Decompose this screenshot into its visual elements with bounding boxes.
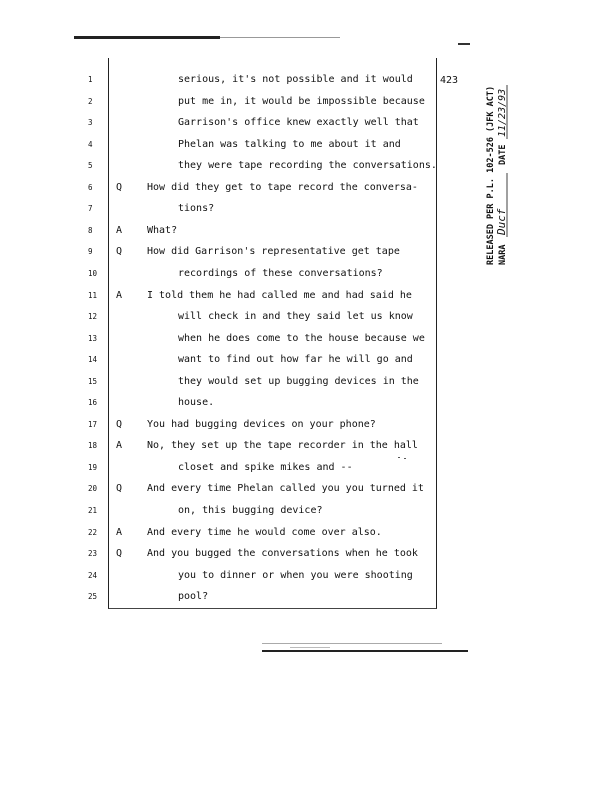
release-stamp <box>481 60 521 270</box>
transcript-line <box>0 479 460 499</box>
stamp-signature: Ducf <box>495 208 508 235</box>
transcript-line <box>0 544 460 564</box>
speaker-marker: Q <box>116 548 123 560</box>
line-number: 3 <box>88 118 93 128</box>
transcript-line <box>0 458 460 478</box>
line-number: 16 <box>88 398 98 408</box>
line-text: they were tape recording the conversations. <box>178 160 437 172</box>
line-text: And every time he would come over also. <box>147 526 382 538</box>
top-rule-faint <box>220 37 340 38</box>
transcript-line <box>0 264 460 284</box>
transcript-line <box>0 199 460 219</box>
transcript-line <box>0 566 460 586</box>
line-number: 25 <box>88 592 98 602</box>
transcript-line <box>0 178 460 198</box>
line-text: And you bugged the conversations when he took <box>147 548 418 560</box>
transcript-line <box>0 156 460 176</box>
margin-dash <box>458 43 470 45</box>
line-number: 20 <box>88 484 98 494</box>
line-number: 15 <box>88 376 98 386</box>
transcript-line <box>0 587 460 607</box>
top-rule <box>74 36 220 39</box>
line-number: 23 <box>88 549 98 559</box>
line-text: recordings of these conversations? <box>178 267 383 279</box>
line-text: will check in and they said let us know <box>178 311 413 323</box>
line-text: tions? <box>178 203 215 215</box>
line-text: serious, it's not possible and it would <box>178 74 413 85</box>
line-number: 13 <box>88 333 98 343</box>
scan-speck <box>290 647 330 648</box>
line-text: What? <box>147 224 178 236</box>
speaker-marker: Q <box>116 181 123 193</box>
line-text: How did Garrison's representative get tape <box>147 246 400 258</box>
transcript-line <box>0 221 460 241</box>
line-number: 17 <box>88 419 98 429</box>
line-text: you to dinner or when you were shooting <box>178 569 413 581</box>
line-text: house. <box>178 397 215 409</box>
transcript-line <box>0 329 460 349</box>
scan-speck <box>398 457 400 458</box>
scan-speck <box>404 458 406 459</box>
speaker-marker: A <box>116 440 123 452</box>
transcript-line <box>0 372 460 392</box>
line-text: put me in, it would be impossible because <box>178 95 425 107</box>
bottom-rule-faint <box>262 643 442 644</box>
speaker-marker: A <box>116 224 123 236</box>
line-number: 18 <box>88 441 98 451</box>
transcript-line <box>0 393 460 413</box>
speaker-marker: Q <box>116 483 123 495</box>
transcript-line <box>0 70 460 90</box>
transcript-line <box>0 501 460 521</box>
line-text: they would set up bugging devices in the <box>178 375 419 387</box>
line-number: 21 <box>88 506 98 515</box>
stamp-date-value: 11/23/93 <box>497 88 508 137</box>
line-number: 22 <box>88 527 98 537</box>
line-text: No, they set up the tape recorder in the hall <box>147 440 418 452</box>
line-text: pool? <box>178 591 209 603</box>
line-text: I told them he had called me and had said he <box>147 289 412 301</box>
page-number: 423 <box>440 75 459 86</box>
line-number: 2 <box>88 96 93 106</box>
line-number: 11 <box>88 290 98 300</box>
release-stamp-graphic <box>481 60 521 270</box>
transcript-line <box>0 436 460 456</box>
line-number: 1 <box>88 75 93 84</box>
transcript-line <box>0 523 460 543</box>
transcript-line <box>0 415 460 435</box>
line-text: on, this bugging device? <box>178 505 323 516</box>
line-number: 9 <box>88 247 93 257</box>
line-text: You had bugging devices on your phone? <box>147 418 376 430</box>
transcript-line <box>0 113 460 133</box>
transcript-line <box>0 135 460 155</box>
line-text: Garrison's office knew exactly well that <box>178 117 419 129</box>
transcript-line <box>0 286 460 306</box>
transcript-line <box>0 242 460 262</box>
line-number: 4 <box>88 139 93 149</box>
speaker-marker: A <box>116 526 123 538</box>
line-number: 5 <box>88 161 93 171</box>
line-number: 6 <box>88 182 93 192</box>
speaker-marker: Q <box>116 246 123 258</box>
line-text: How did they get to tape record the conversa- <box>147 181 418 193</box>
speaker-marker: A <box>116 289 123 301</box>
line-text: when he does come to the house because we <box>178 332 425 344</box>
line-text: want to find out how far he will go and <box>178 354 413 366</box>
line-number: 24 <box>88 570 98 580</box>
line-number: 12 <box>88 312 98 322</box>
transcript-line <box>0 92 460 112</box>
line-number: 8 <box>88 225 93 235</box>
line-number: 19 <box>88 462 98 472</box>
bottom-rule <box>262 650 468 652</box>
line-text: And every time Phelan called you you turned it <box>147 483 424 495</box>
line-number: 10 <box>88 268 98 278</box>
line-text: closet and spike mikes and -- <box>178 461 353 473</box>
line-number: 7 <box>88 204 93 214</box>
line-text: Phelan was talking to me about it and <box>178 138 401 150</box>
stamp-release-line: RELEASED PER P.L. 102-526 (JFK ACT) <box>486 85 496 265</box>
transcript-line <box>0 350 460 370</box>
line-number: 14 <box>88 355 98 365</box>
speaker-marker: Q <box>116 418 123 430</box>
stamp-date-label: DATE <box>498 144 508 165</box>
stamp-nara-label: NARA <box>498 244 508 265</box>
transcript-line <box>0 307 460 327</box>
